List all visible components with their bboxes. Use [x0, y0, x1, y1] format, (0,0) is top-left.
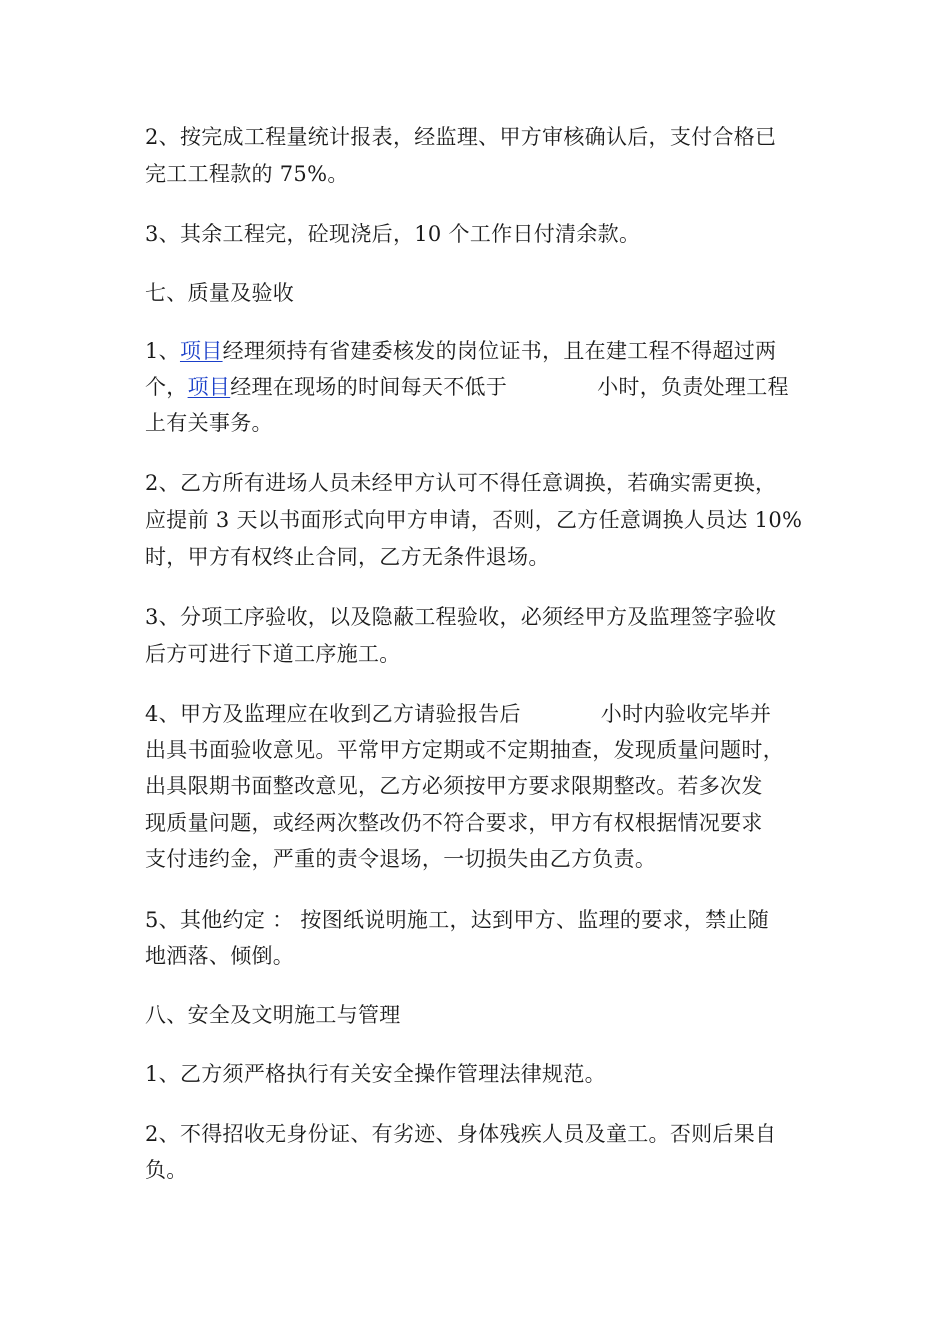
quality-clause-2-line-2: 应提前 3 天以书面形式向甲方申请，否则，乙方任意调换人员达 10% [145, 508, 803, 532]
safety-clause-1-line-1: 1、乙方须严格执行有关安全操作管理法律规范。 [145, 1062, 606, 1086]
quality-clause-3-line-1: 3、分项工序验收，以及隐蔽工程验收，必须经甲方及监理签字验收 [145, 605, 777, 629]
quality-clause-5-line-2: 地洒落、倾倒。 [145, 944, 295, 968]
quality-clause-1-line-1 [145, 334, 776, 368]
quality-clause-4-line-1 [145, 697, 771, 731]
clause-number: 1、 [145, 339, 180, 363]
safety-clause-2-line-1: 2、不得招收无身份证、有劣迹、身体残疾人员及童工。否则后果自 [145, 1122, 777, 1146]
project-link[interactable]: 项目 [179, 339, 223, 363]
quality-clause-1-line-3: 上有关事务。 [145, 411, 273, 435]
quality-clause-4-line-3: 出具限期书面整改意见，乙方必须按甲方要求限期整改。若多次发 [145, 774, 763, 798]
payment-clause-3-line-1: 3、其余工程完，砼现浇后，10 个工作日付清余款。 [145, 222, 641, 246]
quality-clause-5-line-1: 5、其他约定 ： 按图纸说明施工，达到甲方、监理的要求，禁止随 [145, 908, 770, 932]
quality-clause-2-line-3: 时，甲方有权终止合同，乙方无条件退场。 [145, 545, 550, 569]
section-8-heading: 八、安全及文明施工与管理 [145, 1003, 401, 1027]
quality-clause-4-line-2: 出具书面验收意见。平常甲方定期或不定期抽查，发现质量问题时， [145, 738, 784, 762]
clause-text: 小时内验收完毕并 [600, 702, 772, 726]
quality-clause-4-line-5: 支付违约金，严重的责令退场，一切损失由乙方负责。 [145, 847, 657, 871]
quality-clause-2-line-1: 2、乙方所有进场人员未经甲方认可不得任意调换，若确实需更换， [145, 471, 777, 495]
project-link[interactable]: 项目 [187, 375, 231, 399]
clause-text: 个， [145, 375, 188, 399]
quality-clause-1-line-2 [145, 370, 789, 404]
payment-clause-2-line-2: 完工工程款的 75%。 [145, 162, 349, 186]
section-7-heading: 七、质量及验收 [145, 281, 295, 305]
safety-clause-2-line-2: 负。 [145, 1158, 188, 1182]
clause-text: 小时，负责处理工程 [597, 375, 789, 399]
clause-text: 4、甲方及监理应在收到乙方请验报告后 [145, 702, 521, 726]
quality-clause-4-line-4: 现质量问题，或经两次整改仍不符合要求，甲方有权根据情况要求 [145, 811, 763, 835]
quality-clause-3-line-2: 后方可进行下道工序施工。 [145, 642, 401, 666]
clause-text: 经理须持有省建委核发的岗位证书，且在建工程不得超过两 [222, 339, 777, 363]
payment-clause-2-line-1: 2、按完成工程量统计报表，经监理、甲方审核确认后，支付合格已 [145, 125, 777, 149]
clause-text: 经理在现场的时间每天不低于 [230, 375, 508, 399]
